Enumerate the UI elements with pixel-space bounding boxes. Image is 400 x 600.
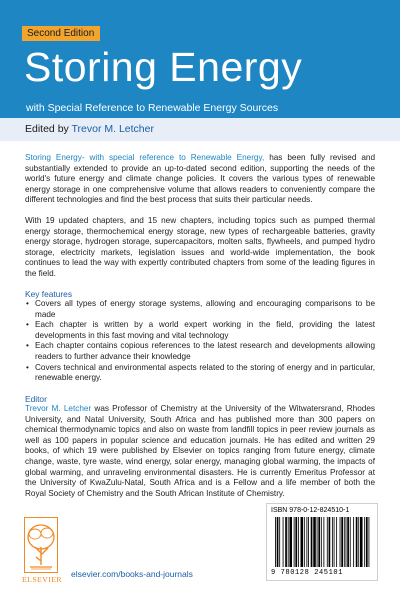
description-paragraph-1 bbox=[25, 153, 375, 206]
isbn-barcode bbox=[266, 503, 378, 581]
editor-strip bbox=[0, 118, 400, 141]
editor-name: Trevor M. Letcher bbox=[71, 123, 154, 135]
editor-heading: Editor bbox=[25, 394, 47, 404]
key-feature-item: • Covers technical and environmental aspects related to the storing of energy and in particular, renewable energy. bbox=[25, 363, 375, 384]
barcode-digits: 9 780128 245101 bbox=[271, 569, 344, 577]
key-features-heading: Key features bbox=[25, 289, 73, 299]
editor-bio-text: was Professor of Chemistry at the University of the Witwatersrand, Rhodes University, and Natal University, South Africa and has published more than 300 papers on chemical thermodynamic topics and also on waste from landfill topics in peer review journals as well as 100 papers in popular science and education journals. He has edited and written 29 books, of which 19 were published by Elsevier on topics ranging from future energy, climate change, waste, tyre waste, wind energy, solar energy, managing global warming, the impacts of global warming, and unraveling environmental disasters. He is currently Emeritus Professor at the University of KwaZulu-Natal, South Africa and is a Fellow and a life member of both the Royal Society of Chemistry and the South African Institute of Chemistry. bbox=[25, 404, 375, 498]
book-title: Storing Energy bbox=[24, 44, 303, 90]
key-feature-item: • Each chapter contains copious references to the latest research and developments allowing readers to further advance their knowledge bbox=[25, 341, 375, 362]
book-subtitle: with Special Reference to Renewable Energy Sources bbox=[26, 102, 279, 114]
description-p1-text: has been fully revised and substantially extended to provide an up-to-dated second edition, supporting the needs of the world's future energy and climate change policies. It covers the various types of renewable energy storage in one comprehensive volume that allows readers to conveniently compare the different technologies and find the best process that suits their particular needs. bbox=[25, 153, 375, 205]
barcode-bars bbox=[273, 517, 371, 569]
key-feature-item: • Covers all types of energy storage systems, allowing and encouraging comparisons to be made bbox=[25, 299, 375, 320]
edition-badge: Second Edition bbox=[22, 26, 100, 41]
isbn-number: ISBN 978-0-12-824510-1 bbox=[271, 507, 350, 514]
key-feature-item: • Each chapter is written by a world expert working in the field, providing the latest developments in this fast moving and vital technology bbox=[25, 320, 375, 341]
elsevier-wordmark: ELSEVIER bbox=[22, 575, 63, 584]
cover-header bbox=[0, 0, 400, 141]
editor-bio bbox=[25, 404, 375, 499]
editor-bio-name: Trevor M. Letcher bbox=[25, 404, 92, 413]
elsevier-tree-logo bbox=[24, 517, 58, 573]
publisher-url: elsevier.com/books-and-journals bbox=[71, 569, 193, 579]
edited-by-line bbox=[25, 121, 154, 137]
description-lead: Storing Energy- with special reference to Renewable Energy, bbox=[25, 153, 265, 162]
edited-by-prefix: Edited by bbox=[25, 123, 69, 135]
description-paragraph-2: With 19 updated chapters, and 15 new chapters, including topics such as pumped thermal energy storage, thermochemical energy storage, new types of rechargeable batteries, gravity energy storage, hydrogen storage, supercapacitors, molten salts, flywheels, and pumped hydro storage, electricity markets, legislation issues and world-wide implementation, the book continues to lead the way with expertly contributed chapters from some of the leading figures in the field. bbox=[25, 216, 375, 278]
key-features-list bbox=[25, 299, 375, 384]
